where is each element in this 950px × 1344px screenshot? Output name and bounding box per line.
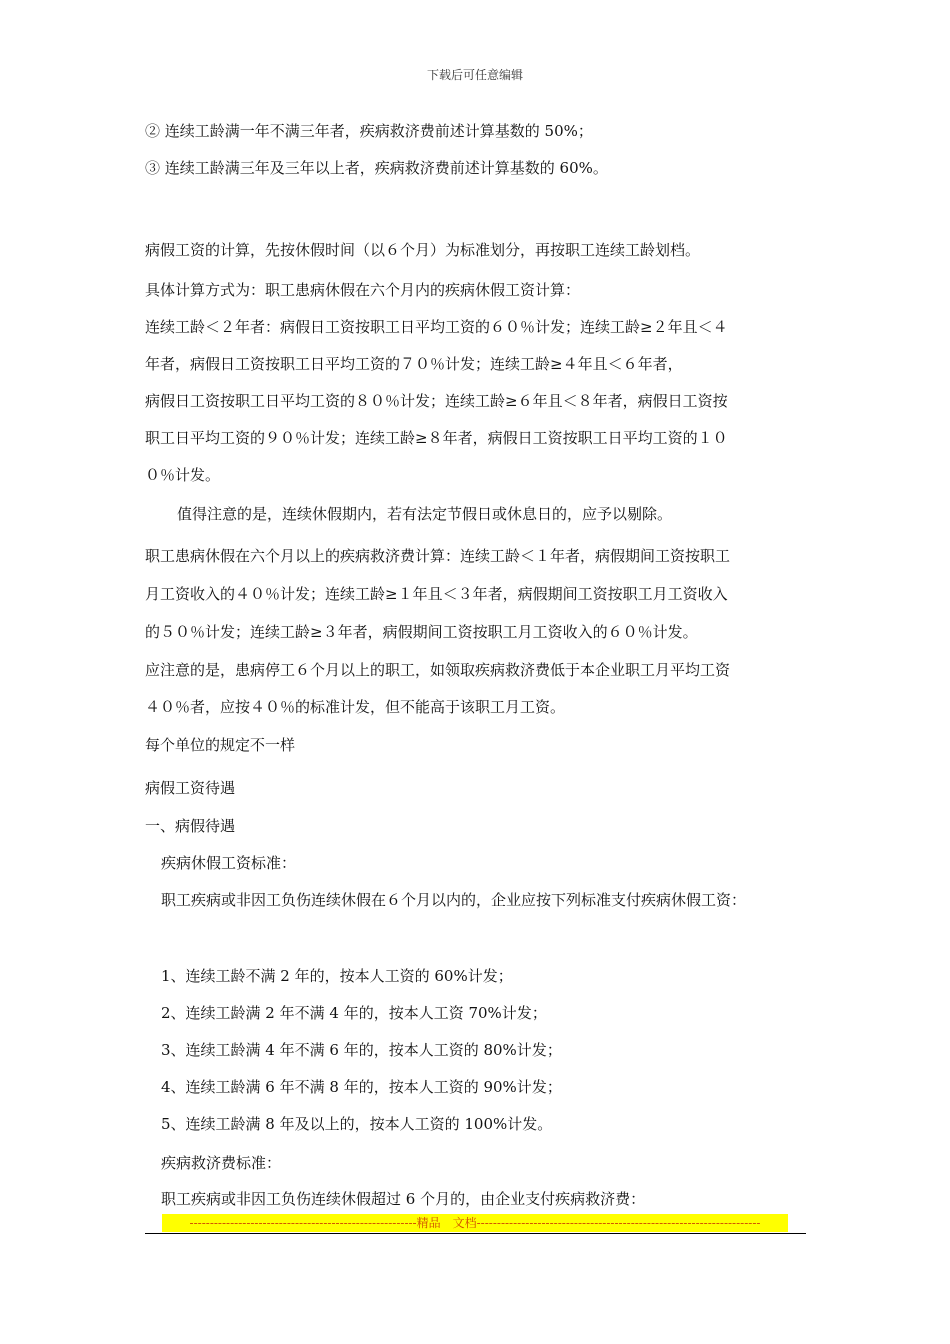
paragraph-line: 职工疾病或非因工负伤连续休假在６个月以内的，企业应按下列标准支付疾病休假工资： bbox=[161, 891, 747, 909]
paragraph-line: 具体计算方式为：职工患病休假在六个月内的疾病休假工资计算： bbox=[145, 281, 581, 299]
paragraph-line: 连续工龄＜２年者：病假日工资按职工日平均工资的６０％计发；连续工龄≥２年且＜４ bbox=[145, 318, 728, 336]
page-footer-banner: --------------------------------------------------------精品 文档---------------------------------------------------------------------- bbox=[162, 1214, 788, 1232]
paragraph-line: 病假工资的计算，先按休假时间（以６个月）为标准划分，再按职工连续工龄划档。 bbox=[145, 241, 701, 259]
paragraph-line: 职工疾病或非因工负伤连续休假超过 6 个月的，由企业支付疾病救济费： bbox=[161, 1190, 646, 1208]
list-item: 2、连续工龄满 2 年不满 4 年的，按本人工资 70%计发； bbox=[161, 1004, 547, 1022]
page-header: 下载后可任意编辑 bbox=[426, 68, 523, 82]
paragraph-line: 职工患病休假在六个月以上的疾病救济费计算：连续工龄＜１年者，病假期间工资按职工 bbox=[145, 547, 731, 565]
paragraph-line: 病假日工资按职工日平均工资的８０％计发；连续工龄≥６年且＜８年者，病假日工资按 bbox=[145, 392, 728, 410]
section-heading: 一、病假待遇 bbox=[145, 817, 236, 835]
paragraph-line: 的５０％计发；连续工龄≥３年者，病假期间工资按职工月工资收入的６０％计发。 bbox=[145, 623, 698, 641]
section-heading: 病假工资待遇 bbox=[145, 779, 236, 797]
paragraph-line: 月工资收入的４０％计发；连续工龄≥１年且＜３年者，病假期间工资按职工月工资收入 bbox=[145, 585, 728, 603]
paragraph-line: ０％计发。 bbox=[145, 466, 221, 484]
footer-divider bbox=[145, 1233, 806, 1234]
paragraph-line: 值得注意的是，连续休假期内，若有法定节假日或休息日的，应予以剔除。 bbox=[177, 505, 673, 523]
paragraph-line: 年者，病假日工资按职工日平均工资的７０％计发；连续工龄≥４年且＜６年者， bbox=[145, 355, 683, 373]
list-item: 3、连续工龄满 4 年不满 6 年的，按本人工资的 80%计发； bbox=[161, 1041, 562, 1059]
list-item: 1、连续工龄不满 2 年的，按本人工资的 60%计发； bbox=[161, 967, 513, 985]
paragraph-line: 疾病救济费标准： bbox=[161, 1154, 282, 1172]
list-item: 5、连续工龄满 8 年及以上的，按本人工资的 100%计发。 bbox=[161, 1115, 553, 1133]
paragraph-line: ③ 连续工龄满三年及三年以上者，疾病救济费前述计算基数的 60%。 bbox=[145, 159, 608, 177]
paragraph-line: 职工日平均工资的９０％计发；连续工龄≥８年者，病假日工资按职工日平均工资的１０ bbox=[145, 429, 728, 447]
paragraph-line: 应注意的是，患病停工６个月以上的职工，如领取疾病救济费低于本企业职工月平均工资 bbox=[145, 661, 731, 679]
list-item: 4、连续工龄满 6 年不满 8 年的，按本人工资的 90%计发； bbox=[161, 1078, 562, 1096]
paragraph-line: ４０％者，应按４０％的标准计发，但不能高于该职工月工资。 bbox=[145, 698, 566, 716]
paragraph-line: 每个单位的规定不一样 bbox=[145, 736, 296, 754]
paragraph-line: ② 连续工龄满一年不满三年者，疾病救济费前述计算基数的 50%； bbox=[145, 122, 593, 140]
paragraph-line: 疾病休假工资标准： bbox=[161, 854, 297, 872]
